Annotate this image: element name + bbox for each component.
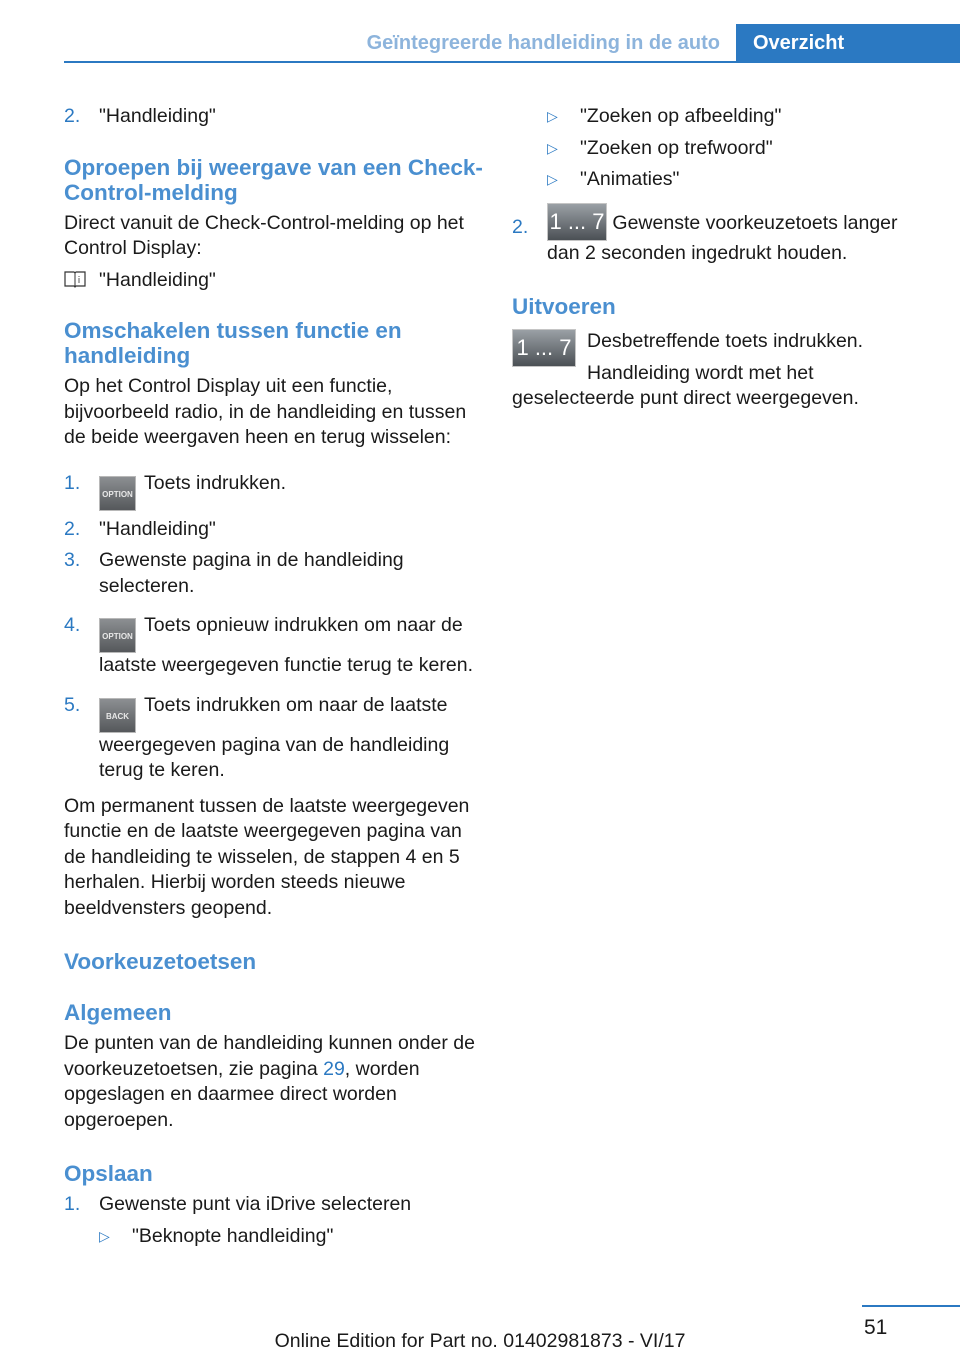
bullet-item: [547, 167, 922, 193]
heading-general: Algemeen: [64, 1000, 172, 1025]
save-step-1: [64, 1192, 484, 1218]
step-1: [64, 471, 484, 511]
preset-keys-icon: 1 ... 7: [547, 203, 607, 241]
step-number: 3.: [64, 549, 81, 571]
heading-presets: Voorkeuzetoetsen: [64, 949, 257, 974]
step-number: 4.: [64, 614, 81, 636]
bullet-text: "Beknopte handleiding": [132, 1224, 334, 1247]
back-button-icon: BACK: [99, 698, 136, 733]
execute-line-2: Handleiding wordt met het geselecteerde punt direct weergegeven.: [512, 361, 859, 409]
chapter-tab[interactable]: Overzicht: [736, 24, 960, 62]
triangle-bullet-icon: ▷: [547, 108, 558, 124]
section-title: Geïntegreerde handleiding in de auto: [366, 32, 720, 54]
bullet-text: "Zoeken op trefwoord": [580, 136, 773, 159]
bullet-item: [547, 104, 922, 130]
step-2: [64, 517, 484, 543]
execute-block: [512, 329, 922, 412]
step-text: Toets indrukken om naar de laatste weergegeven pagina van de handleiding terug te keren.: [99, 693, 450, 781]
option-button-icon: OPTION: [99, 476, 136, 511]
list-number: 2.: [64, 105, 81, 127]
paragraph-permanent: Om permanent tussen de laatste weergegeven functie en de laatste weergegeven pagina van de handleiding te wisselen, de stappen 4 en 5 herhalen. Hierbij worden steeds nieuwe beeldvensters geopend.: [64, 794, 470, 919]
book-line: [64, 268, 484, 294]
bullet-text: "Animaties": [580, 168, 680, 190]
heading-execute: Uitvoeren: [512, 294, 616, 319]
step-text: Toets indrukken.: [144, 471, 286, 494]
header-rule: [64, 61, 960, 63]
svg-text:i: i: [77, 275, 81, 286]
paragraph-general: De punten van de handleiding kunnen onder de voorkeuzetoetsen, zie pagina 29, worden opgeslagen en daarmee direct worden opgeroepen.: [64, 1032, 475, 1131]
paragraph-checkcontrol: Direct vanuit de Check-Control-melding op het Control Display:: [64, 211, 464, 259]
heading-save: Opslaan: [64, 1161, 153, 1186]
heading-checkcontrol: Oproepen bij weergave van een Check-Control-melding: [64, 154, 483, 205]
footer-rule: [862, 1305, 960, 1307]
footer-edition: Online Edition for Part no. 01402981873 - VI/17: [274, 1330, 686, 1352]
step-number: 1.: [64, 471, 81, 494]
left-column: [64, 100, 484, 1249]
paragraph-switch: Op het Control Display uit een functie, bijvoorbeeld radio, in de handleiding en tussen de beide weergaven heen en terug wisselen:: [64, 375, 467, 448]
page-number: 51: [864, 1316, 888, 1339]
list-text: "Handleiding": [99, 105, 216, 127]
book-icon: [64, 270, 86, 288]
step-4: [64, 613, 484, 679]
step-number: 1.: [64, 1193, 81, 1215]
step-5: [64, 693, 484, 784]
step-text: Gewenste punt via iDrive selecteren: [99, 1193, 412, 1215]
execute-line-1: Desbetreffende toets indrukken.: [587, 330, 864, 352]
step-number: 5.: [64, 693, 81, 716]
step-number: 2.: [64, 517, 81, 540]
page-header: [0, 0, 960, 62]
heading-switch: Omschakelen tussen functie en handleiding: [64, 318, 402, 368]
triangle-bullet-icon: ▷: [547, 171, 558, 187]
triangle-bullet-icon: ▷: [99, 1227, 110, 1244]
step-3: [64, 548, 484, 599]
bullet-item: [547, 136, 922, 162]
right-column: [512, 100, 922, 412]
right-bullets: [512, 104, 922, 193]
preset-keys-icon: 1 ... 7: [512, 329, 576, 367]
switch-steps: [64, 471, 484, 784]
step-text: Toets opnieuw indrukken om naar de laatste weergegeven functie terug te keren.: [99, 614, 473, 676]
step-number: 2.: [512, 215, 529, 238]
bullet-text: "Zoeken op afbeelding": [580, 105, 782, 127]
page-reference-link[interactable]: 29: [323, 1057, 345, 1080]
preset-step-2: [512, 203, 922, 267]
option-button-icon: OPTION: [99, 618, 136, 653]
triangle-bullet-icon: ▷: [547, 139, 558, 156]
book-line-text: "Handleiding": [99, 268, 216, 291]
step-text: Gewenste pagina in de handleiding selecteren.: [99, 549, 404, 597]
save-bullet: [64, 1224, 484, 1250]
list-item: [64, 104, 484, 130]
step-text: "Handleiding": [99, 517, 216, 540]
step-text: Gewenste voorkeuzetoets langer dan 2 seconden ingedrukt houden.: [547, 211, 898, 264]
